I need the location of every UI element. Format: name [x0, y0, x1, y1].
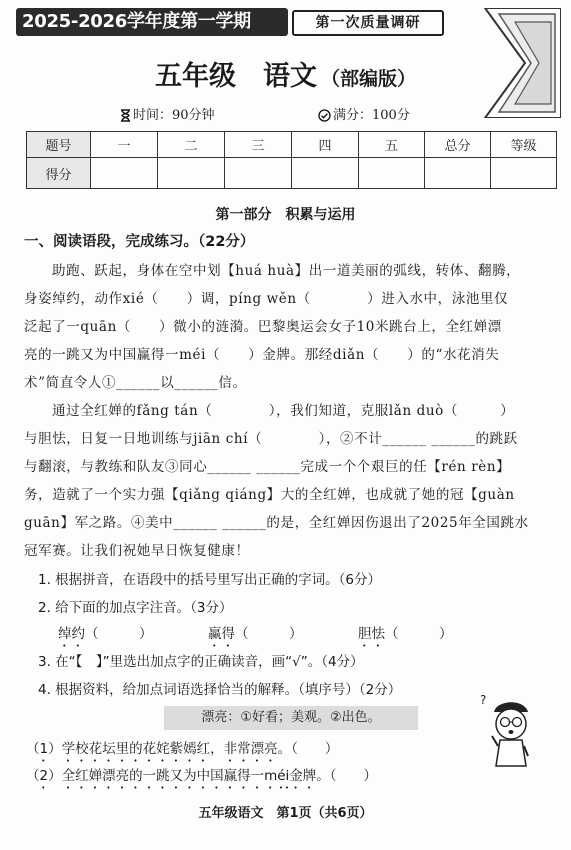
- table-header: 一: [91, 132, 158, 158]
- passage-line: 与翻滚，与教练和队友③同心______ ______完成一个个艰巨的任【rén rèn】: [24, 459, 511, 475]
- score-cell[interactable]: [491, 158, 557, 189]
- svg-text:?: ?: [480, 693, 487, 707]
- passage-line: 助跑、跃起，身体在空中划【huá huà】出一道美丽的弧线，转体、翻腾，: [52, 263, 521, 279]
- question-3: 3. 在“【 】”里选出加点字的正确读音，画“√”。（4分）: [38, 654, 364, 670]
- edition-label: （部编版）: [320, 68, 416, 90]
- question-2: 2. 给下面的加点字注音。（3分）: [38, 600, 233, 616]
- check-circle-icon: [318, 109, 331, 122]
- page-title: [0, 54, 571, 93]
- table-header: 题号: [27, 132, 91, 158]
- definition-hint-box: 漂亮：①好看；美观。②出色。: [164, 706, 418, 730]
- score-cell[interactable]: [359, 158, 425, 189]
- passage-line: 与胆怯，日复一日地训练与jiān chí（ ），②不计______ ______的跳跃: [24, 431, 518, 447]
- score-table: [26, 131, 557, 189]
- term-banner: 2025-2026学年度第一学期: [16, 8, 288, 36]
- table-header: 二: [158, 132, 225, 158]
- thinking-boy-illustration: [478, 690, 540, 774]
- score-cell[interactable]: [292, 158, 359, 189]
- score-cell[interactable]: [158, 158, 225, 189]
- passage-line: guān】军之路。④美中______ ______的是，全红婵因伤退出了2025年全国跳水: [24, 515, 529, 531]
- q4-item-2[interactable]: （2）全红婵漂亮的一跳又为中国赢得一méi金牌。（ ）: [26, 768, 378, 784]
- q2-item-1[interactable]: 绰约（ ）: [58, 626, 153, 642]
- score-cell[interactable]: [225, 158, 292, 189]
- table-header: 四: [292, 132, 359, 158]
- question-4: 4. 根据资料，给加点词语选择恰当的解释。（填序号）（2分）: [38, 682, 402, 698]
- part-title: 第一部分 积累与运用: [215, 207, 356, 223]
- q4-item-1[interactable]: （1）学校花坛里的花姹紫嫣红，非常漂亮。（ ）: [26, 741, 339, 757]
- table-header: 等级: [491, 132, 557, 158]
- passage-line: 冠军赛。让我们祝她早日恢复健康！: [24, 543, 250, 559]
- passage-line: 通过全红婵的fǎng tán（ ），我们知道，克服lǎn duò（ ）: [52, 403, 515, 419]
- passage-line: 亮的一跳又为中国赢得一méi（ ）金牌。那经diǎn（ ）的“水花消失: [24, 347, 500, 363]
- page-footer: 五年级语文 第1页（共6页）: [198, 806, 373, 821]
- passage-line: 务，造就了一个实力强【qiǎng qiáng】大的全红婵，也成就了她的冠【guàn: [24, 487, 515, 503]
- section-title: 一、阅读语段，完成练习。（22分）: [24, 234, 255, 250]
- q2-item-2[interactable]: 赢得（ ）: [208, 626, 303, 642]
- table-header: 五: [359, 132, 425, 158]
- hourglass-icon: [120, 109, 131, 122]
- passage-line: 身姿绰约，动作xié（ ）调，píng wěn（ ）进入水中，泳池里仅: [24, 291, 509, 307]
- score-cell[interactable]: [91, 158, 158, 189]
- time-info: [120, 104, 215, 123]
- passage-line: 泛起了一quān（ ）微小的涟漪。巴黎奥运会女子10米跳台上，全红婵漂: [24, 319, 502, 335]
- passage-line: 术”简直令人①______以______信。: [24, 375, 247, 391]
- table-header: 总分: [425, 132, 491, 158]
- q2-item-3[interactable]: 胆怯（ ）: [358, 626, 453, 642]
- exam-type-tag: 第一次质量调研: [292, 10, 444, 36]
- row-label: 得分: [27, 158, 91, 189]
- table-header: 三: [225, 132, 292, 158]
- question-1: 1. 根据拼音，在语段中的括号里写出正确的字词。（6分）: [38, 572, 382, 588]
- score-cell[interactable]: [425, 158, 491, 189]
- time-text: 时间：90分钟: [133, 108, 215, 123]
- grade-subject: 五年级 语文: [154, 61, 317, 92]
- score-info: [318, 104, 410, 123]
- score-text: 满分：100分: [333, 108, 410, 123]
